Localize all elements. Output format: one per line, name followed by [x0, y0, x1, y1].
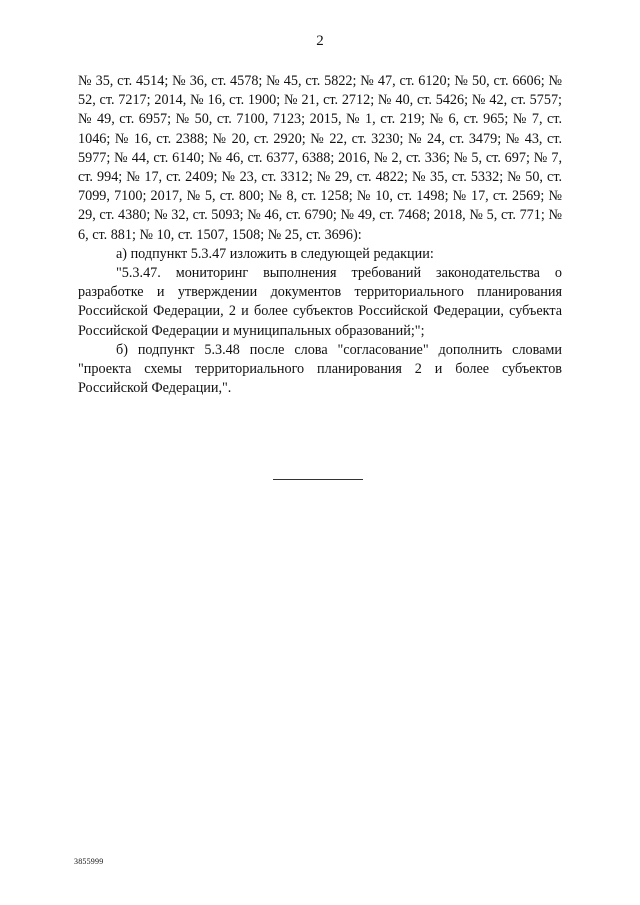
end-separator-line — [273, 479, 363, 480]
paragraph-subitem-b: б) подпункт 5.3.48 после слова "согласование" дополнить словами "проекта схемы территориального планирования 2 и более субъектов Российской Федерации,". — [78, 341, 562, 397]
page-number: 2 — [316, 33, 324, 49]
document-code: 3855999 — [74, 857, 104, 866]
paragraph-quote-5-3-47: "5.3.47. мониторинг выполнения требований законодательства о разработке и утверждении документов территориального планирования Российской Федерации, 2 и более субъектов Российской Федерации, субъекта Российской Федерации и муниципальных образований;"; — [78, 265, 562, 339]
document-body — [78, 72, 562, 398]
paragraph-subitem-a: а) подпункт 5.3.47 изложить в следующей редакции: — [116, 245, 434, 262]
paragraph-citations: № 35, ст. 4514; № 36, ст. 4578; № 45, ст. 5822; № 47, ст. 6120; № 50, ст. 6606; № 52, ст. 7217; 2014, № 16, ст. 1900; № 21, ст. 2712; № 40, ст. 5426; № 42, ст. 5757; № 49, ст. 6957; № 50, ст. 7100, 7123; 2015, № 1, ст. 219; № 6, ст. 965; № 7, ст. 1046; № 16, ст. 2388; № 20, ст. 2920; № 22, ст. 3230; № 24, ст. 3479; № 43, ст. 5977; № 44, ст. 6140; № 46, ст. 6377, 6388; 2016, № 2, ст. 336; № 5, ст. 697; № 7, ст. 994; № 17, ст. 2409; № 23, ст. 3312; № 29, ст. 4822; № 35, ст. 5332; № 50, ст. 7099, 7100; 2017, № 5, ст. 800; № 8, ст. 1258; № 10, ст. 1498; № 17, ст. 2569; № 29, ст. 4380; № 32, ст. 5093; № 46, ст. 6790; № 49, ст. 7468; 2018, № 5, ст. 771; № 6, ст. 881; № 10, ст. 1507, 1508; № 25, ст. 3696): — [78, 73, 562, 243]
